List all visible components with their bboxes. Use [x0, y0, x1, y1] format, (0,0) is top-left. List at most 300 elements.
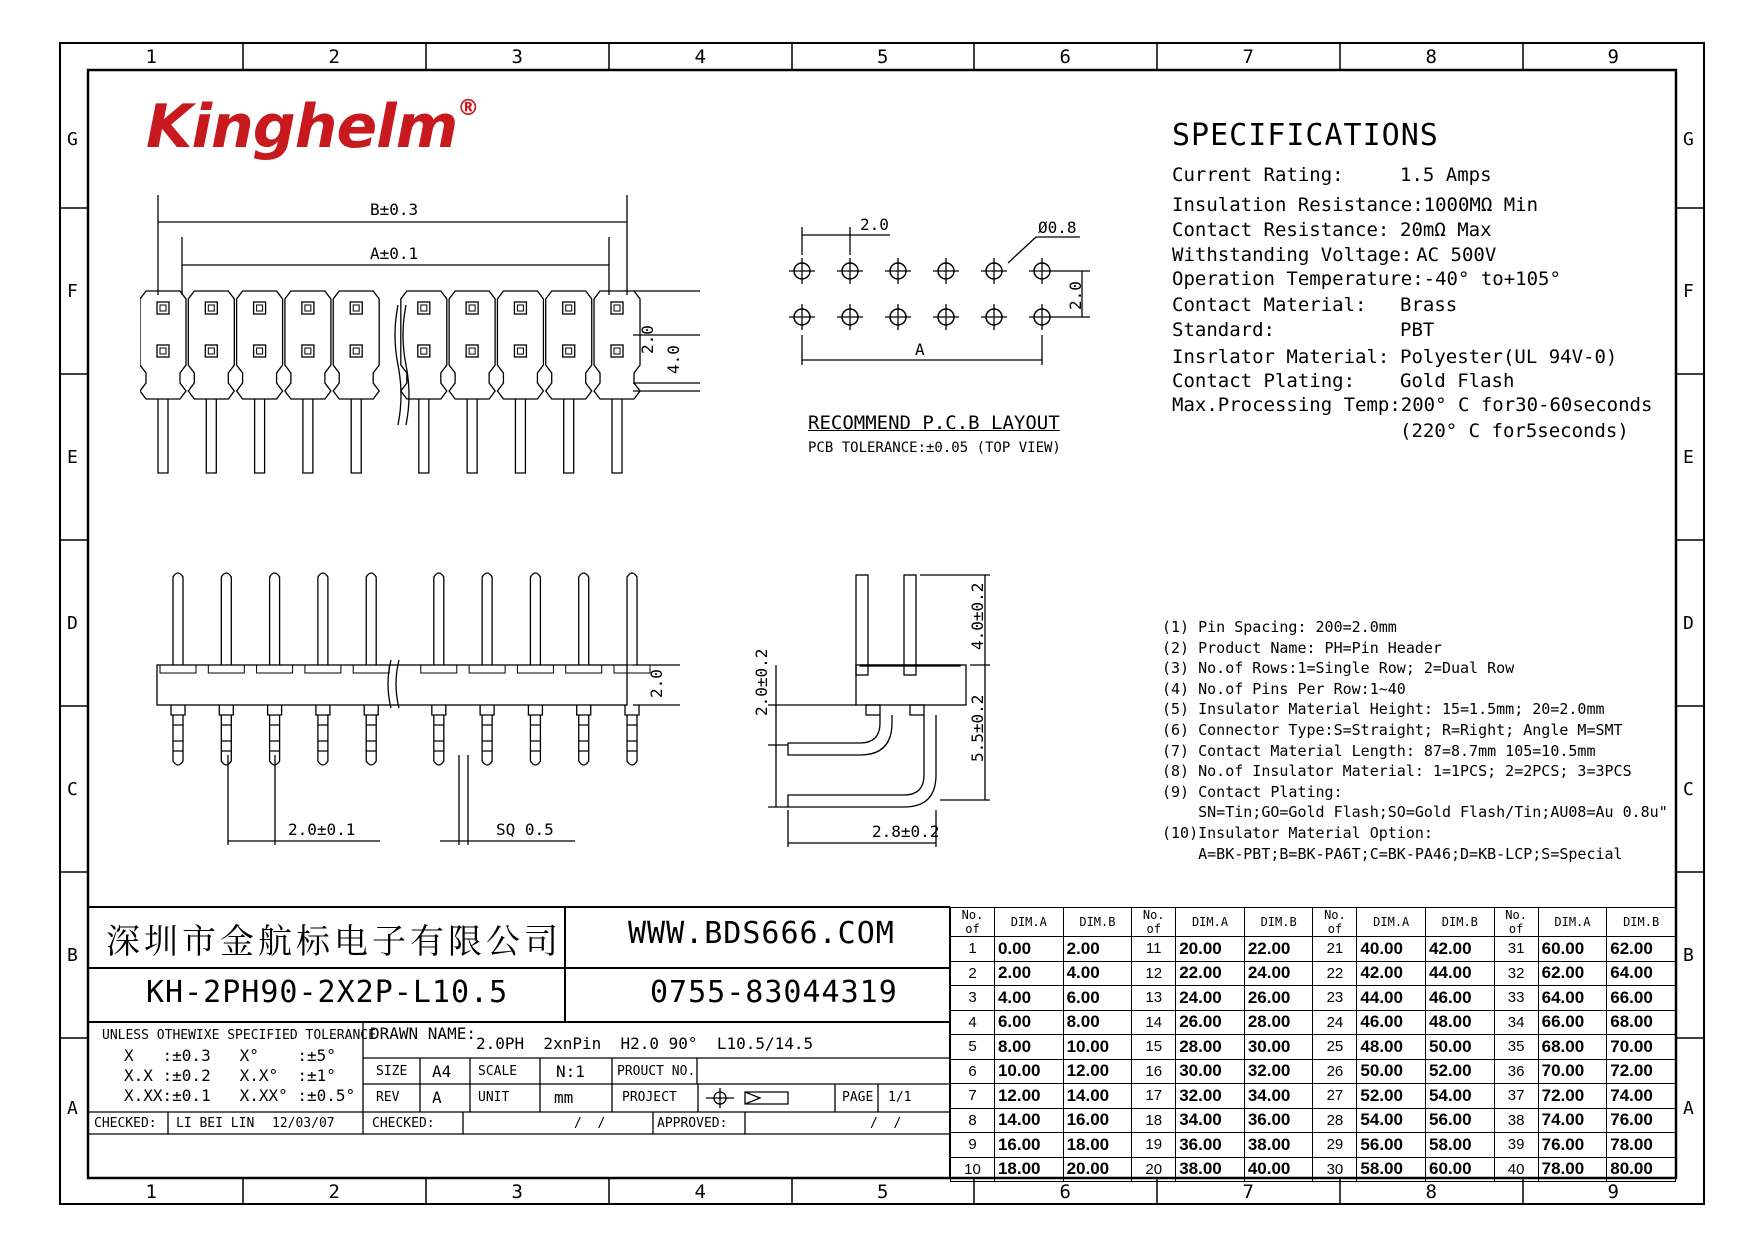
- dim-a-cell: 34.00: [1176, 1108, 1245, 1133]
- dim-a-cell: 58.00: [1357, 1157, 1426, 1182]
- table-row: [951, 1108, 1676, 1133]
- pin-count-cell: 19: [1132, 1133, 1176, 1158]
- pcb-layout-title: RECOMMEND P.C.B LAYOUT: [808, 412, 1060, 434]
- front-pin-shoulder: [257, 665, 293, 673]
- grid-col-label-top: 7: [1242, 46, 1254, 68]
- front-pin-lower: [625, 705, 639, 765]
- size-value: A4: [432, 1062, 452, 1081]
- table-row: [951, 1059, 1676, 1084]
- pcb-pitch-label: 2.0: [860, 215, 889, 234]
- spec-row: [1172, 294, 1457, 316]
- front-pin-shoulder: [353, 665, 389, 673]
- spec-value: 200° C for30-60seconds: [1400, 394, 1653, 416]
- table-row: [951, 1157, 1676, 1182]
- pin-count-cell: 23: [1313, 986, 1357, 1011]
- checked2-label: CHECKED:: [372, 1116, 435, 1131]
- grid-col-label-top: 1: [145, 46, 157, 68]
- grid-col-label-bottom: 5: [877, 1181, 889, 1203]
- pin-square: [157, 345, 169, 357]
- pin-square: [418, 302, 430, 314]
- dim-b-cell: 2.00: [1063, 937, 1132, 962]
- grid-row-label-right: E: [1683, 447, 1694, 468]
- dim-table-header-cell: DIM.A: [1538, 908, 1607, 937]
- dim-a-cell: 6.00: [994, 1010, 1063, 1035]
- unit-value: mm: [554, 1088, 574, 1107]
- pin-square-inner: [208, 348, 214, 354]
- dim-a-cell: 66.00: [1538, 1010, 1607, 1035]
- front-pin-lower: [528, 705, 542, 765]
- pin-square: [466, 345, 478, 357]
- table-row: [951, 1010, 1676, 1035]
- front-pin-upper: [221, 573, 231, 665]
- drawn-name-label: DRAWN NAME:: [370, 1024, 476, 1043]
- dim-a-cell: 20.00: [1176, 937, 1245, 962]
- pin-count-cell: 14: [1132, 1010, 1176, 1035]
- dim-b-cell: 4.00: [1063, 961, 1132, 986]
- pin-lead: [419, 399, 429, 473]
- table-row: [951, 986, 1676, 1011]
- grid-col-label-top: 4: [694, 46, 706, 68]
- dim-a-cell: 46.00: [1357, 1010, 1426, 1035]
- pin-square: [254, 302, 266, 314]
- dim-a-cell: 16.00: [994, 1133, 1063, 1158]
- dim-a-cell: 42.00: [1357, 961, 1426, 986]
- dim-a-cell: 72.00: [1538, 1084, 1607, 1109]
- note-item: (3) No.of Rows:1=Single Row; 2=Dual Row: [1162, 659, 1515, 678]
- note-item: (8) No.of Insulator Material: 1=1PCS; 2=2PCS; 3=3PCS: [1162, 762, 1632, 781]
- spec-label: Contact Resistance:: [1172, 219, 1390, 241]
- note-item: (10)Insulator Material Option:: [1162, 824, 1433, 842]
- pin-square: [205, 345, 217, 357]
- spec-row: [1172, 268, 1561, 290]
- spec-value: PBT: [1400, 319, 1435, 341]
- side-foot-label: 2.8±0.2: [872, 822, 940, 841]
- front-pin-shoulder: [208, 665, 244, 673]
- pin-square: [205, 302, 217, 314]
- pin-count-cell: 13: [1132, 986, 1176, 1011]
- dim-table-header-cell: DIM.B: [1607, 908, 1676, 937]
- spec-row: [1172, 346, 1617, 368]
- pin-square-inner: [517, 305, 523, 311]
- pin-square: [157, 302, 169, 314]
- grid-row-label-left: G: [67, 129, 78, 150]
- dim-a-cell: 8.00: [994, 1035, 1063, 1060]
- grid-row-label-right: F: [1683, 281, 1694, 302]
- pin-count-cell: 4: [951, 1010, 995, 1035]
- dim-b-cell: 10.00: [1063, 1035, 1132, 1060]
- pin-square: [350, 302, 362, 314]
- grid-col-label-bottom: 2: [328, 1181, 340, 1203]
- pin-count-cell: 27: [1313, 1084, 1357, 1109]
- dim-a-cell: 68.00: [1538, 1035, 1607, 1060]
- note-item: (7) Contact Material Length: 87=8.7mm 105=10.5mm: [1162, 741, 1596, 760]
- approved-date: / /: [870, 1116, 902, 1131]
- spec-row: [1172, 420, 1629, 442]
- dim-b-cell: 70.00: [1607, 1035, 1676, 1060]
- spec-row: [1172, 370, 1514, 392]
- dim-a-cell: 32.00: [1176, 1084, 1245, 1109]
- dim-table-header-cell: No. of: [951, 908, 995, 937]
- spec-label: Contact Plating:: [1172, 370, 1356, 392]
- pin-square-inner: [305, 348, 311, 354]
- pin-count-cell: 29: [1313, 1133, 1357, 1158]
- pin-lead: [303, 399, 313, 473]
- dim-b-cell: 60.00: [1426, 1157, 1495, 1182]
- front-pin-upper: [434, 573, 444, 665]
- pin-square-inner: [469, 305, 475, 311]
- table-row: [951, 1133, 1676, 1158]
- dim-b-cell: 56.00: [1426, 1108, 1495, 1133]
- dim-a-cell: 36.00: [1176, 1133, 1245, 1158]
- dimension-table: [950, 907, 1676, 1182]
- spec-label: Contact Material:: [1172, 294, 1367, 316]
- dim-b-cell: 28.00: [1244, 1010, 1313, 1035]
- side-tail-dim: 5.5±0.2: [968, 694, 987, 762]
- front-pin-upper: [579, 573, 589, 665]
- spec-row: [1172, 194, 1538, 216]
- grid-row-label-left: B: [67, 945, 78, 966]
- front-pin-shoulder: [160, 665, 196, 673]
- dim-a-cell: 64.00: [1538, 986, 1607, 1011]
- dim-b-cell: 36.00: [1244, 1108, 1313, 1133]
- project-label: PROJECT: [622, 1090, 677, 1105]
- dim-b-cell: 72.00: [1607, 1059, 1676, 1084]
- pin-count-cell: 16: [1132, 1059, 1176, 1084]
- front-height-dim: 2.0: [647, 669, 666, 698]
- spec-row: [1172, 319, 1434, 341]
- pin-square-inner: [353, 348, 359, 354]
- spec-label: Operation Temperature:: [1172, 268, 1424, 290]
- dim-b-cell: 18.00: [1063, 1133, 1132, 1158]
- spec-label: Insulation Resistance:: [1172, 194, 1424, 216]
- spec-value: -40° to+105°: [1423, 268, 1561, 290]
- grid-row-label-right: D: [1683, 613, 1694, 634]
- rev-label: REV: [376, 1090, 400, 1105]
- dim-a-cell: 52.00: [1357, 1084, 1426, 1109]
- dim-a-cell: 30.00: [1176, 1059, 1245, 1084]
- dim-b-cell: 26.00: [1244, 986, 1313, 1011]
- dim-table-header-cell: DIM.B: [1244, 908, 1313, 937]
- pin-square: [514, 345, 526, 357]
- dim-b-cell: 50.00: [1426, 1035, 1495, 1060]
- front-pitch-label: 2.0±0.1: [288, 820, 356, 839]
- dim-b-label: B±0.3: [370, 200, 419, 219]
- dim-b-cell: 44.00: [1426, 961, 1495, 986]
- spec-value: 20mΩ Max: [1400, 219, 1492, 241]
- pin-square: [254, 345, 266, 357]
- pin-square-inner: [160, 305, 166, 311]
- grid-row-label-left: E: [67, 447, 78, 468]
- dim-b-cell: 30.00: [1244, 1035, 1313, 1060]
- dim-b-cell: 46.00: [1426, 986, 1495, 1011]
- spec-row: [1172, 219, 1492, 241]
- note-item: (4) No.of Pins Per Row:1~40: [1162, 679, 1406, 698]
- dim-a-cell: 60.00: [1538, 937, 1607, 962]
- top-dim-height: 4.0: [664, 345, 683, 374]
- pin-count-cell: 35: [1494, 1035, 1538, 1060]
- pin-count-cell: 40: [1494, 1157, 1538, 1182]
- pin-count-cell: 31: [1494, 937, 1538, 962]
- pin-square-inner: [421, 305, 427, 311]
- tolerance-line-2: X.X :±0.2 X.X° :±1°: [124, 1066, 336, 1085]
- pcb-layout-drawing: [780, 215, 1110, 375]
- front-view-drawing: [140, 565, 700, 845]
- pin-lead: [158, 399, 168, 473]
- spec-label: Max.Processing Temp:: [1172, 394, 1401, 416]
- pin-square-inner: [305, 305, 311, 311]
- tolerance-title: UNLESS OTHEWIXE SPECIFIED TOLERANCE: [102, 1028, 376, 1043]
- dim-a-cell: 38.00: [1176, 1157, 1245, 1182]
- front-pin-upper: [318, 573, 328, 665]
- grid-row-label-left: F: [67, 281, 78, 302]
- pin-count-cell: 7: [951, 1084, 995, 1109]
- front-pin-upper: [270, 573, 280, 665]
- dim-a-cell: 22.00: [1176, 961, 1245, 986]
- front-pin-lower: [171, 705, 185, 765]
- dim-b-cell: 80.00: [1607, 1157, 1676, 1182]
- dim-a-cell: 50.00: [1357, 1059, 1426, 1084]
- dim-b-cell: 42.00: [1426, 937, 1495, 962]
- pin-count-cell: 20: [1132, 1157, 1176, 1182]
- page-value: 1/1: [888, 1090, 912, 1105]
- dim-a-cell: 18.00: [994, 1157, 1063, 1182]
- spec-label: Insrlator Material:: [1172, 346, 1390, 368]
- pin-count-cell: 34: [1494, 1010, 1538, 1035]
- front-pin-lower: [432, 705, 446, 765]
- pin-count-cell: 11: [1132, 937, 1176, 962]
- spec-label: Withstanding Voltage:: [1172, 244, 1413, 266]
- approved-label: APPROVED:: [657, 1116, 728, 1131]
- pin-count-cell: 24: [1313, 1010, 1357, 1035]
- grid-row-label-left: C: [67, 779, 78, 800]
- pin-count-cell: 2: [951, 961, 995, 986]
- note-item: A=BK-PBT;B=BK-PA6T;C=BK-PA46;D=KB-LCP;S=Special: [1162, 844, 1623, 863]
- dim-a-cell: 70.00: [1538, 1059, 1607, 1084]
- brand-logo: [146, 92, 478, 162]
- dim-b-cell: 6.00: [1063, 986, 1132, 1011]
- grid-row-label-right: A: [1683, 1098, 1694, 1119]
- front-pin-lower: [577, 705, 591, 765]
- pin-count-cell: 17: [1132, 1084, 1176, 1109]
- pin-square-inner: [257, 348, 263, 354]
- pin-square: [302, 345, 314, 357]
- unit-label: UNIT: [478, 1090, 510, 1105]
- pin-lead: [564, 399, 574, 473]
- scale-label: SCALE: [478, 1064, 518, 1079]
- brand-name: Kinghelm: [146, 92, 458, 162]
- spec-label: Current Rating:: [1172, 164, 1344, 186]
- pin-count-cell: 38: [1494, 1108, 1538, 1133]
- pcb-tolerance: PCB TOLERANCE:±0.05 (TOP VIEW): [808, 440, 1061, 456]
- pin-count-cell: 9: [951, 1133, 995, 1158]
- pin-count-cell: 8: [951, 1108, 995, 1133]
- pin-count-cell: 33: [1494, 986, 1538, 1011]
- spec-label: Standard:: [1172, 319, 1275, 341]
- note-item: (2) Product Name: PH=Pin Header: [1162, 638, 1442, 657]
- pin-square-inner: [566, 305, 572, 311]
- front-pin-upper: [530, 573, 540, 665]
- pcb-hole-label: Ø0.8: [1038, 218, 1077, 237]
- table-row: [951, 1035, 1676, 1060]
- tolerance-line-3: X.XX:±0.1 X.XX° :±0.5°: [124, 1086, 356, 1105]
- dim-a-cell: 26.00: [1176, 1010, 1245, 1035]
- pin-count-cell: 28: [1313, 1108, 1357, 1133]
- grid-col-label-top: 5: [877, 46, 889, 68]
- note-item: (1) Pin Spacing: 200=2.0mm: [1162, 618, 1397, 636]
- pin-square: [611, 302, 623, 314]
- grid-col-label-bottom: 3: [511, 1181, 523, 1203]
- spec-value: 1.5 Amps: [1400, 164, 1492, 186]
- pin-count-cell: 3: [951, 986, 995, 1011]
- dim-a-cell: 40.00: [1357, 937, 1426, 962]
- phone-number: 0755-83044319: [650, 975, 898, 1010]
- pin-lead: [515, 399, 525, 473]
- dim-b-cell: 16.00: [1063, 1108, 1132, 1133]
- dim-a-cell: 54.00: [1357, 1108, 1426, 1133]
- grid-row-label-left: A: [67, 1098, 78, 1119]
- pin-square-inner: [566, 348, 572, 354]
- dim-b-cell: 64.00: [1607, 961, 1676, 986]
- dim-a-cell: 28.00: [1176, 1035, 1245, 1060]
- table-row: [951, 961, 1676, 986]
- checked-label: CHECKED:: [94, 1116, 157, 1131]
- dim-b-cell: 24.00: [1244, 961, 1313, 986]
- product-no-label: PROUCT NO.: [617, 1064, 696, 1079]
- grid-col-label-bottom: 1: [145, 1181, 157, 1203]
- dim-a-cell: 2.00: [994, 961, 1063, 986]
- pin-lead: [206, 399, 216, 473]
- top-dim-row: 2.0: [638, 325, 657, 354]
- side-mid-dim: 2.0±0.2: [752, 648, 771, 716]
- front-pin-shoulder: [517, 665, 553, 673]
- pin-square: [611, 345, 623, 357]
- front-pin-shoulder: [421, 665, 457, 673]
- dim-a-cell: 10.00: [994, 1059, 1063, 1084]
- grid-row-label-right: G: [1683, 129, 1694, 150]
- pin-count-cell: 18: [1132, 1108, 1176, 1133]
- dim-a-cell: 62.00: [1538, 961, 1607, 986]
- grid-col-label-bottom: 9: [1607, 1181, 1619, 1203]
- pin-square-inner: [614, 348, 620, 354]
- spec-value: (220° C for5seconds): [1400, 420, 1629, 442]
- pin-count-cell: 37: [1494, 1084, 1538, 1109]
- table-row: [951, 1084, 1676, 1109]
- note-item: (6) Connector Type:S=Straight; R=Right; Angle M=SMT: [1162, 721, 1623, 739]
- pin-lead: [467, 399, 477, 473]
- dim-table-header-cell: No. of: [1132, 908, 1176, 937]
- pin-count-cell: 21: [1313, 937, 1357, 962]
- pin-count-cell: 1: [951, 937, 995, 962]
- pin-square-inner: [257, 305, 263, 311]
- side-view-drawing: [760, 565, 990, 855]
- company-name: 深圳市金航标电子有限公司: [106, 922, 562, 962]
- grid-col-label-top: 8: [1425, 46, 1437, 68]
- dim-a-cell: 76.00: [1538, 1133, 1607, 1158]
- scale-value: N:1: [556, 1062, 585, 1081]
- pin-count-cell: 26: [1313, 1059, 1357, 1084]
- front-pin-shoulder: [305, 665, 341, 673]
- pin-count-cell: 12: [1132, 961, 1176, 986]
- pin-square: [350, 345, 362, 357]
- pin-count-cell: 5: [951, 1035, 995, 1060]
- checked2-date: / /: [574, 1116, 606, 1131]
- pcb-a-label: A: [915, 340, 925, 359]
- grid-col-label-bottom: 4: [694, 1181, 706, 1203]
- dim-table-header-cell: DIM.A: [994, 908, 1063, 937]
- dim-b-cell: 58.00: [1426, 1133, 1495, 1158]
- grid-col-label-top: 9: [1607, 46, 1619, 68]
- grid-row-label-right: B: [1683, 945, 1694, 966]
- dim-b-cell: 48.00: [1426, 1010, 1495, 1035]
- side-top-dim: 4.0±0.2: [968, 582, 987, 650]
- front-pin-shoulder: [566, 665, 602, 673]
- grid-col-label-top: 2: [328, 46, 340, 68]
- rev-value: A: [432, 1088, 442, 1107]
- pin-square: [514, 302, 526, 314]
- grid-row-label-left: D: [67, 613, 78, 634]
- dim-b-cell: 74.00: [1607, 1084, 1676, 1109]
- pin-count-cell: 10: [951, 1157, 995, 1182]
- grid-col-label-bottom: 8: [1425, 1181, 1437, 1203]
- part-number: KH-2PH90-2X2P-L10.5: [146, 975, 509, 1010]
- pin-square-inner: [517, 348, 523, 354]
- front-pin-lower: [480, 705, 494, 765]
- pin-square-inner: [208, 305, 214, 311]
- grid-col-label-top: 3: [511, 46, 523, 68]
- drawn-name: 2.0PH 2xnPin H2.0 90° L10.5/14.5: [476, 1034, 814, 1053]
- grid-col-label-bottom: 6: [1059, 1181, 1071, 1203]
- dim-b-cell: 14.00: [1063, 1084, 1132, 1109]
- note-item: (5) Insulator Material Height: 15=1.5mm; 20=2.0mm: [1162, 700, 1605, 719]
- dim-b-cell: 54.00: [1426, 1084, 1495, 1109]
- dim-table-header-cell: DIM.A: [1176, 908, 1245, 937]
- dim-b-cell: 12.00: [1063, 1059, 1132, 1084]
- dim-a-cell: 24.00: [1176, 986, 1245, 1011]
- table-row: [951, 937, 1676, 962]
- pin-square-inner: [160, 348, 166, 354]
- pin-count-cell: 36: [1494, 1059, 1538, 1084]
- dim-table-header-cell: No. of: [1494, 908, 1538, 937]
- pin-square: [466, 302, 478, 314]
- spec-value: Polyester(UL 94V-0): [1400, 346, 1618, 368]
- pin-lead: [351, 399, 361, 473]
- dim-b-cell: 78.00: [1607, 1133, 1676, 1158]
- pin-lead: [612, 399, 622, 473]
- dim-b-cell: 62.00: [1607, 937, 1676, 962]
- dim-b-cell: 52.00: [1426, 1059, 1495, 1084]
- pin-count-cell: 30: [1313, 1157, 1357, 1182]
- top-view-drawing: [140, 195, 700, 495]
- pcb-row-dim: 2.0: [1066, 281, 1085, 310]
- front-pin-upper: [366, 573, 376, 665]
- front-pin-upper: [173, 573, 183, 665]
- pin-count-cell: 6: [951, 1059, 995, 1084]
- dim-a-cell: 56.00: [1357, 1133, 1426, 1158]
- dim-b-cell: 68.00: [1607, 1010, 1676, 1035]
- pin-count-cell: 39: [1494, 1133, 1538, 1158]
- specifications-title: SPECIFICATIONS: [1172, 118, 1439, 153]
- website[interactable]: WWW.BDS666.COM: [628, 916, 895, 951]
- pin-count-cell: 22: [1313, 961, 1357, 986]
- brand-mark: ®: [457, 96, 479, 121]
- note-item: (9) Contact Plating:: [1162, 782, 1343, 801]
- pin-count-cell: 32: [1494, 961, 1538, 986]
- front-pin-upper: [627, 573, 637, 665]
- pin-square-inner: [421, 348, 427, 354]
- spec-value: 1000MΩ Min: [1423, 194, 1539, 216]
- pin-count-cell: 25: [1313, 1035, 1357, 1060]
- dim-table-header-cell: DIM.B: [1063, 908, 1132, 937]
